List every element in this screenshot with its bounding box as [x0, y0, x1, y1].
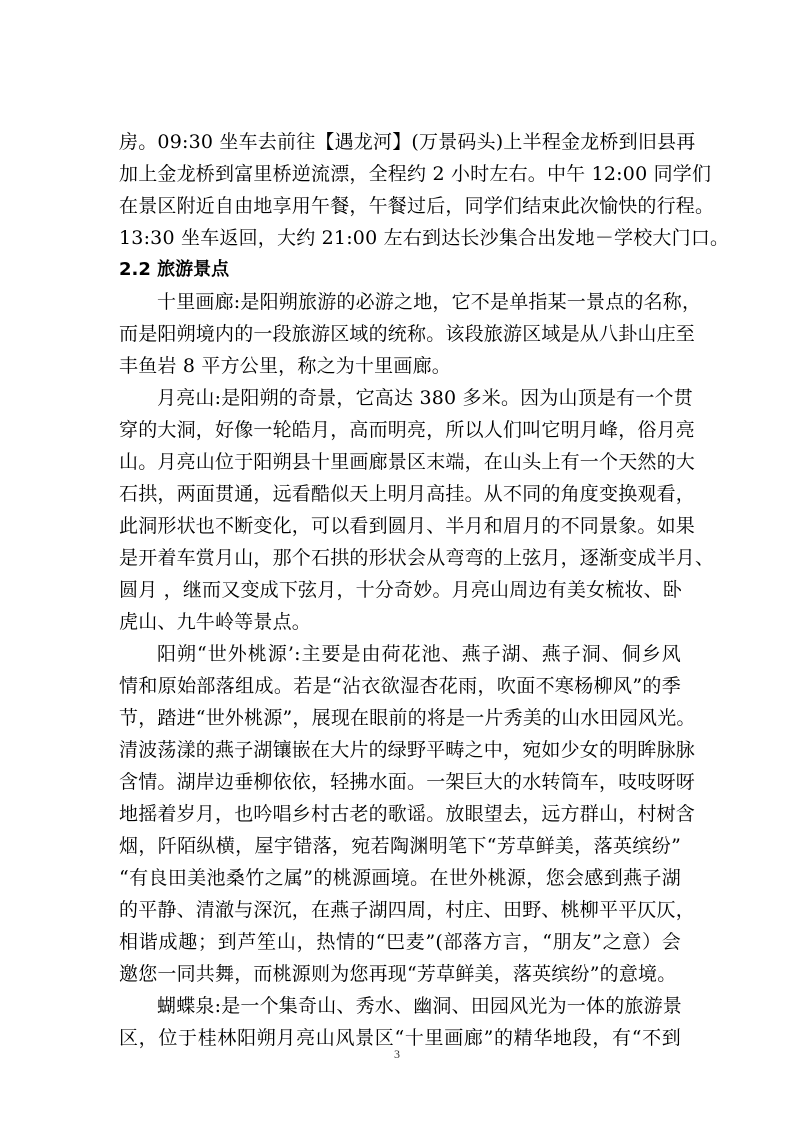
text-line: 而是阳朔境内的一段旅游区域的统称。该段旅游区域是从八卦山庄至: [119, 323, 696, 345]
text-line: 蝴蝶泉:是一个集奇山、秀水、幽洞、田园风光为一体的旅游景: [157, 995, 683, 1017]
text-line: 情和原始部落组成。若是“沾衣欲湿杏花雨，吹面不寒杨柳风”的季: [119, 675, 681, 697]
text-line: 在景区附近自由地享用午餐，午餐过后，同学们结束此次愉快的行程。: [119, 195, 715, 217]
text-line: 穿的大洞，好像一轮皓月，高而明亮，所以人们叫它明月峰，俗月亮: [119, 419, 696, 441]
text-line: 的平静、清澈与深沉，在燕子湖四周，村庄、田野、桃柳平平仄仄，: [119, 899, 696, 921]
paragraph-shiwai-taoyuan: [119, 638, 696, 990]
text-line: 区，位于桂林阳朔月亮山风景区“十里画廊”的精华地段，有“不到: [119, 1027, 681, 1049]
text-line: 含情。湖岸边垂柳依依，轻拂水面。一架巨大的水转筒车，吱吱呀呀: [119, 771, 696, 793]
text-line: 丰鱼岩 8 平方公里，称之为十里画廊。: [119, 355, 451, 377]
text-line: “有良田美池桑竹之属”的桃源画境。在世外桃源，您会感到燕子湖: [119, 867, 681, 889]
text-line: 房。09:30 坐车去前往【遇龙河】(万景码头)上半程金龙桥到旧县再: [119, 131, 696, 153]
text-line: 加上金龙桥到富里桥逆流漂，全程约 2 小时左右。中午 12:00 同学们: [119, 163, 712, 185]
text-line: 邀您一同共舞，而桃源则为您再现“芳草鲜美，落英缤纷”的意境。: [119, 963, 677, 985]
text-line: 节，踏进“世外桃源”，展现在眼前的将是一片秀美的山水田园风光。: [119, 707, 696, 729]
text-line: 清波荡漾的燕子湖镶嵌在大片的绿野平畴之中，宛如少女的明眸脉脉: [119, 739, 696, 761]
text-line: 相谐成趣；到芦笙山，热情的“巴麦”(部落方言，“朋友”之意）会: [119, 931, 681, 953]
text-line: 是开着车赏月山，那个石拱的形状会从弯弯的上弦月，逐渐变成半月、: [119, 547, 715, 569]
text-line: 山。月亮山位于阳朔县十里画廊景区末端，在山头上有一个天然的大: [119, 451, 696, 473]
text-line: 十里画廊:是阳朔旅游的必游之地，它不是单指某一景点的名称，: [157, 291, 702, 313]
text-line: 圆月 ，继而又变成下弦月，十分奇妙。月亮山周边有美女梳妆、卧: [119, 579, 683, 601]
text-line: 地摇着岁月，也吟唱乡村古老的歌谣。放眼望去，远方群山，村树含: [119, 803, 696, 825]
text-line: 虎山、九牛岭等景点。: [119, 611, 312, 633]
paragraph-moon-hill: [119, 382, 715, 638]
page-number: 3: [394, 1047, 400, 1061]
paragraph-shili-hualang: [119, 286, 702, 382]
paragraph-itinerary-continuation: [119, 126, 730, 254]
text-line: 月亮山:是阳朔的奇景，它高达 380 多米。因为山顶是有一个贯: [157, 387, 693, 409]
paragraph-butterfly-spring: [119, 990, 681, 1054]
text-line: 烟，阡陌纵横，屋宇错落，宛若陶渊明笔下“芳草鲜美，落英缤纷”: [119, 835, 681, 857]
text-line: 石拱，两面贯通，远看酷似天上明月高挂。从不同的角度变换观看，: [119, 483, 696, 505]
text-line: 阳朔“世外桃源’:主要是由荷花池、燕子湖、燕子洞、侗乡风: [157, 643, 681, 665]
text-line: 13:30 坐车返回，大约 21:00 左右到达长沙集合出发地－学校大门口。: [119, 227, 730, 249]
document-body: [119, 126, 730, 1054]
section-heading: 2.2 旅游景点: [119, 259, 230, 280]
text-line: 此洞形状也不断变化，可以看到圆月、半月和眉月的不同景象。如果: [119, 515, 696, 537]
